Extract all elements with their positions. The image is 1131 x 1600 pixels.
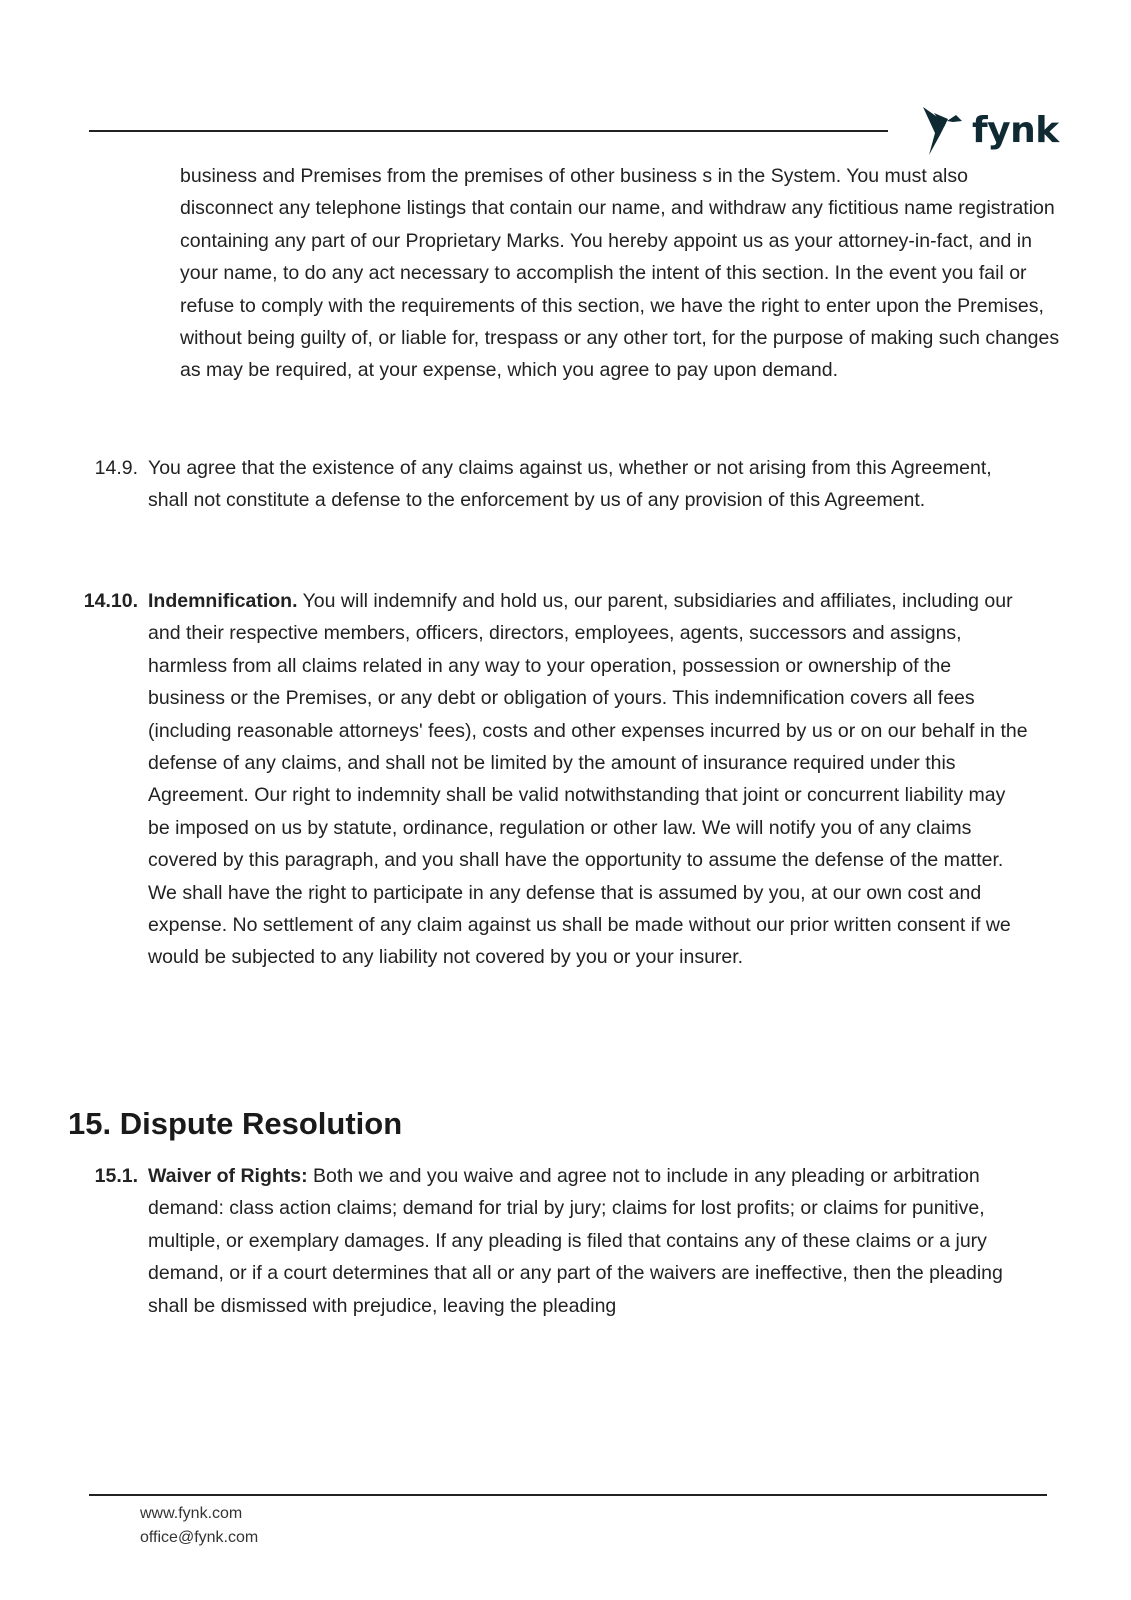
clause-text: Both we and you waive and agree not to include in any pleading or arbitration demand: class action claims; demand for trial by jury; claims for lost profits; or claims for punitive, multiple, or exemplary damages. If any pleading is filed that contains any of these claims or a jury demand, or if a court determines that all or any part of the waivers are ineffective, then the pleading shall be dismissed with prejudice, leaving the pleading: [148, 1165, 1003, 1317]
clause-body: [148, 585, 1028, 974]
clause-number: 14.10.: [83, 590, 138, 612]
section-heading: 15. Dispute Resolution: [68, 1106, 403, 1141]
footer-email-link[interactable]: office@fynk.com: [140, 1529, 259, 1546]
footer-website-link[interactable]: www.fynk.com: [140, 1505, 243, 1522]
clause-title: Waiver of Rights:: [148, 1165, 308, 1187]
footer: [140, 1502, 258, 1550]
continuation-paragraph: business and Premises from the premises of other business s in the System. You must also disconnect any telephone listings that contain our name, and withdraw any fictitious name registration containing any part of our Proprietary Marks. You hereby appoint us as your attorney-in-fact, and in your name, to do any act necessary to accomplish the intent of this section. In the event you fail or refuse to comply with the requirements of this section, we have the right to enter upon the Premises, without being guilty of, or liable for, trespass or any other tort, for the purpose of making such changes as may be required, at your expense, which you agree to pay upon demand.: [180, 165, 1060, 382]
header-divider: [89, 130, 888, 132]
clause-text: You agree that the existence of any claims against us, whether or not arising from this Agreement, shall not constitute a defense to the enforcement by us of any provision of this Agreement.: [148, 457, 992, 512]
bird-logo-icon: [920, 105, 964, 157]
footer-divider: [89, 1494, 1047, 1496]
clause-number: 14.9.: [94, 457, 138, 479]
clause-body: [148, 1160, 1028, 1322]
brand-logo: [920, 104, 1059, 158]
clause-number: 15.1.: [94, 1165, 138, 1187]
brand-name: fynk: [972, 110, 1059, 151]
clause-body: [148, 452, 1028, 517]
clause-text: You will indemnify and hold us, our parent, subsidiaries and affiliates, including our and their respective members, officers, directors, employees, agents, successors and assigns, harmless from all claims related in any way to your operation, possession or ownership of the business or the Premises, or any debt or obligation of yours. This indemnification covers all fees (including reasonable attorneys' fees), costs and other expenses incurred by us or on our behalf in the defense of any claims, and shall not be limited by the amount of insurance required under this Agreement. Our right to indemnity shall be valid notwithstanding that joint or concurrent liability may be imposed on us by statute, ordinance, regulation or other law. We will notify you of any claims covered by this paragraph, and you shall have the opportunity to assume the defense of the matter. We shall have the right to participate in any defense that is assumed by you, at our own cost and expense. No settlement of any claim against us shall be made without our prior written consent if we would be subjected to any liability not covered by you or your insurer.: [148, 590, 1028, 969]
clause-title: Indemnification.: [148, 590, 298, 612]
